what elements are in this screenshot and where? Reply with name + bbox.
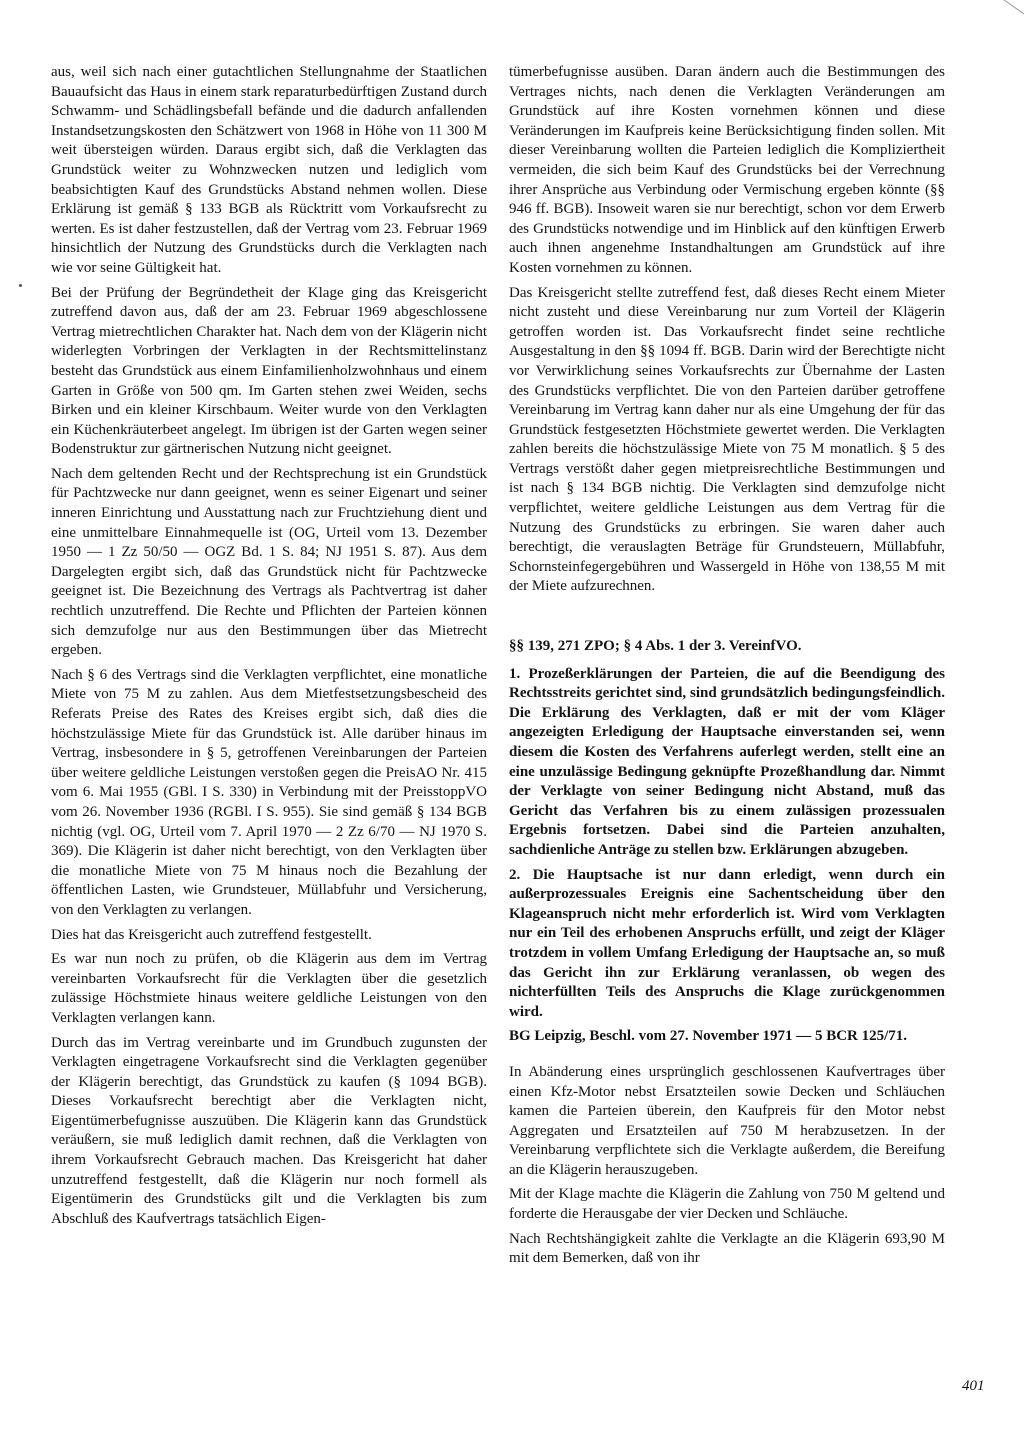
body-paragraph: Mit der Klage machte die Klägerin die Zahlung von 750 M geltend und forderte die Herausgabe der vier Decken und Schläuche. [509, 1186, 945, 1223]
headnote-2: 2. Die Hauptsache ist nur dann erledigt, wenn durch ein außerprozessuales Ereignis eine Sachentscheidung über den Klageanspruch nicht mehr erforderlich ist. Wird vom Verklagten nur ein Teil des erhobenen Anspruchs erfüllt, und zeigt der Kläger trotzdem in vollem Umfang Erledigung der Hauptsache an, so muß das Gericht ihn zur Erklärung veranlassen, ob wegen des nichterfüllten Teils des Anspruchs die Klage zurückgenommen wird. [509, 866, 945, 1020]
body-paragraph: Dies hat das Kreisgericht auch zutreffend festgestellt. [51, 926, 372, 943]
body-paragraph: Es war nun noch zu prüfen, ob die Klägerin aus dem im Vertrag vereinbarten Vorkaufsrecht für die Verklagten über die gesetzlich zulässige Höchstmiete hinaus weitere geldliche Leistungen von den Verklagten verlangen kann. [51, 951, 487, 1026]
body-paragraph: In Abänderung eines ursprünglich geschlossenen Kaufvertrages über einen Kfz-Motor nebst Ersatzteilen sowie Decken und Schläuchen kamen die Parteien überein, den Kaufpreis für den Motor nebst Aggregaten und Ersatzteilen auf 750 M herabzusetzen. In der Vereinbarung verpflichtete sich die Verklagte außerdem, die Bereifung an die Klägerin herauszugeben. [509, 1063, 945, 1178]
scan-dot [19, 284, 22, 287]
body-paragraph: Nach dem geltenden Recht und der Rechtsprechung ist ein Grundstück für Pachtzwecke nur dann geeignet, wenn es seiner Eigenart und seiner inneren Einrichtung und Ausstattung nach zur Fruchtziehung dient und eine unmittelbare Einnahmequelle ist (OG, Urteil vom 13. Dezember 1950 — 1 Zz 50/50 — OGZ Bd. 1 S. 84; NJ 1951 S. 87). Aus dem Dargelegten ergibt sich, daß das Grundstück nicht für Pachtzwecke geeignet ist. Die Bezeichnung des Vertrags als Pachtvertrag ist daher rechtlich unzutreffend. Die Rechte und Pflichten der Parteien können sich demzufolge nur aus den Bestimmungen über das Mietrecht ergeben. [51, 465, 487, 659]
body-paragraph: aus, weil sich nach einer gutachtlichen Stellungnahme der Staatlichen Bauaufsicht das Haus in einem stark reparaturbedürftigen Zustand durch Schwamm- und Schädlingsbefall befände und die dadurch anfallenden Instandsetzungskosten den Schätzwert von 1968 in Höhe von 11 300 M weit übersteigen würden. Daraus ergibt sich, daß die Verklagten das Grundstück weiter zu Wohnzwecken nutzen und lediglich vom beabsichtigten Kauf des Grundstücks Abstand nehmen wollen. Diese Erklärung ist gemäß § 133 BGB als Rücktritt vom Vorkaufsrecht zu werten. Es ist daher festzustellen, daß der Vertrag vom 23. Februar 1969 hinsichtlich der Nutzung des Grundstücks durch die Verklagten nach wie vor seine Gültigkeit hat. [51, 64, 487, 276]
headnote-1: 1. Prozeßerklärungen der Parteien, die auf die Beendigung des Rechtsstreits gerichtet sind, sind grundsätzlich bedingungsfeindlich. Die Erklärung des Verklagten, daß er mit der vom Kläger angezeigten Erledigung der Hauptsache einverstanden sei, wenn diesem die Kosten des Verfahrens auferlegt werden, stellt eine an eine unzulässige Bedingung geknüpfte Prozeßhandlung dar. Nimmt der Verklagte von seiner Bedingung nicht Abstand, muß das Gericht das Verfahren bis zu einem zulässigen prozessualen Ergebnis fortsetzen. Dabei sind die Parteien anzuhalten, sachdienliche Anträge zu stellen bzw. Erklärungen abzugeben. [509, 665, 945, 858]
decision-source: BG Leipzig, Beschl. vom 27. November 1971 — 5 BCR 125/71. [509, 1028, 908, 1045]
page-number: 401 [962, 1378, 985, 1394]
body-paragraph: tümerbefugnisse ausüben. Daran ändern auch die Bestimmungen des Vertrages nichts, nach denen die Verklagten Veränderungen am Grundstück auf ihre Kosten vornehmen können und diese Veränderungen im Kaufpreis keine Berücksichtigung finden sollen. Mit dieser Vereinbarung wollten die Parteien lediglich die Kompliziertheit vermeiden, die sich beim Kauf des Grundstücks bei der Verrechnung ihrer Ansprüche aus Verbindung oder Vermischung ergeben könnte (§§ 946 ff. BGB). Insoweit waren sie nur berechtigt, schon vor dem Erwerb des Grundstücks notwendige und im Hinblick auf den künftigen Erwerb auch ihnen angenehme Instandhaltungen am Grundstück auf ihre Kosten vornehmen zu können. [509, 64, 945, 276]
body-paragraph: Bei der Prüfung der Begründetheit der Klage ging das Kreisgericht zutreffend davon aus, daß der am 23. Februar 1969 abgeschlossene Vertrag mietrechtlichen Charakter hat. Nach dem von der Klägerin nicht widerlegten Vorbringen der Verklagten in der Rechtsmittelinstanz besteht das Grundstück aus einem Einfamilienholzwohnhaus und einem Garten in Größe von 500 qm. Im Garten stehen zwei Weiden, sechs Birken und ein kleiner Kirschbaum. Weiter wurde von den Verklagten ein Küchenkräuterbeet angelegt. Im übrigen ist der Garten wegen seiner Bodenstruktur zur gärtnerischen Nutzung nicht geeignet. [51, 284, 487, 458]
left-column [51, 63, 487, 1234]
body-paragraph: Nach Rechtshängigkeit zahlte die Verklagte an die Klägerin 693,90 M mit dem Bemerken, daß von ihr [509, 1230, 945, 1267]
body-paragraph: Das Kreisgericht stellte zutreffend fest, daß dieses Recht einem Mieter nicht zusteht und diese Vereinbarung nur zum Vorteil der Klägerin getroffen worden ist. Das Vorkaufsrecht findet seine rechtliche Ausgestaltung in den §§ 1094 ff. BGB. Darin wird der Berechtigte nicht vor Verwirklichung seines Vorkaufsrechts zur Übernahme der Lasten des Grundstücks verpflichtet. Die von den Parteien darüber getroffene Vereinbarung im Vertrag kann daher nur als eine Umgehung der für das Grundstück festgesetzten Höchstmiete gewertet werden. Die Verklagten zahlen bereits die höchstzulässige Miete von 75 M monatlich. § 5 des Vertrags verstößt daher gegen mietpreisrechtliche Bestimmungen und ist nach § 134 BGB nichtig. Die Verklagten sind demzufolge nicht verpflichtet, weitere geldliche Leistungen aus dem Vertrag für die Nutzung des Grundstücks zu erbringen. Sie waren daher auch berechtigt, die verauslagten Beträge für Grundsteuern, Müllabfuhr, Schornsteinfegergebühren und Wassergeld in Höhe von 138,55 M mit der Miete aufzurechnen. [509, 284, 945, 595]
scan-corner-mark [994, 0, 1024, 20]
body-paragraph: Durch das im Vertrag vereinbarte und im Grundbuch zugunsten der Verklagten eingetragene Vorkaufsrecht sind die Verklagten gegenüber der Klägerin berechtigt, das Grundstück zu kaufen (§ 1094 BGB). Dieses Vorkaufsrecht berechtigt aber die Verklagten nicht, Eigentümerbefugnisse auszuüben. Die Klägerin kann das Grundstück veräußern, sie muß lediglich damit rechnen, daß die Verklagten von ihrem Vorkaufsrecht Gebrauch machen. Das Kreisgericht hat daher unzutreffend festgestellt, daß die Klägerin nur noch formell als Eigentümerin des Grundstücks gilt und die Verklagten bis zum Abschluß des Kaufvertrags tatsächlich Eigen- [51, 1034, 487, 1227]
body-paragraph: Nach § 6 des Vertrags sind die Verklagten verpflichtet, eine monatliche Miete von 75 M zu zahlen. Aus dem Mietfestsetzungsbescheid des Referats Preise des Rates des Kreises ergibt sich, daß dies die höchstzulässige Miete für das Grundstück ist. Alle darüber hinaus im Vertrag, insbesondere in § 5, getroffenen Vereinbarungen der Parteien über weitere geldliche Leistungen verstoßen gegen die PreisAO Nr. 415 vom 6. Mai 1955 (GBl. I S. 330) in Verbindung mit der PreisstoppVO vom 26. November 1936 (RGBl. I S. 955). Sie sind gemäß § 134 BGB nichtig (vgl. OG, Urteil vom 7. April 1970 — 2 Zz 6/70 — NJ 1970 S. 369). Die Klägerin ist daher nicht berechtigt, von den Verklagten über die monatliche Miete von 75 M hinaus noch die Bezahlung der öffentlichen Lasten, wie Grundsteuer, Müllabfuhr und Versicherung, von den Verklagten zu verlangen. [51, 666, 487, 918]
right-column [509, 63, 945, 1274]
section-heading: §§ 139, 271 ZPO; § 4 Abs. 1 der 3. VereinfVO. [509, 638, 802, 655]
